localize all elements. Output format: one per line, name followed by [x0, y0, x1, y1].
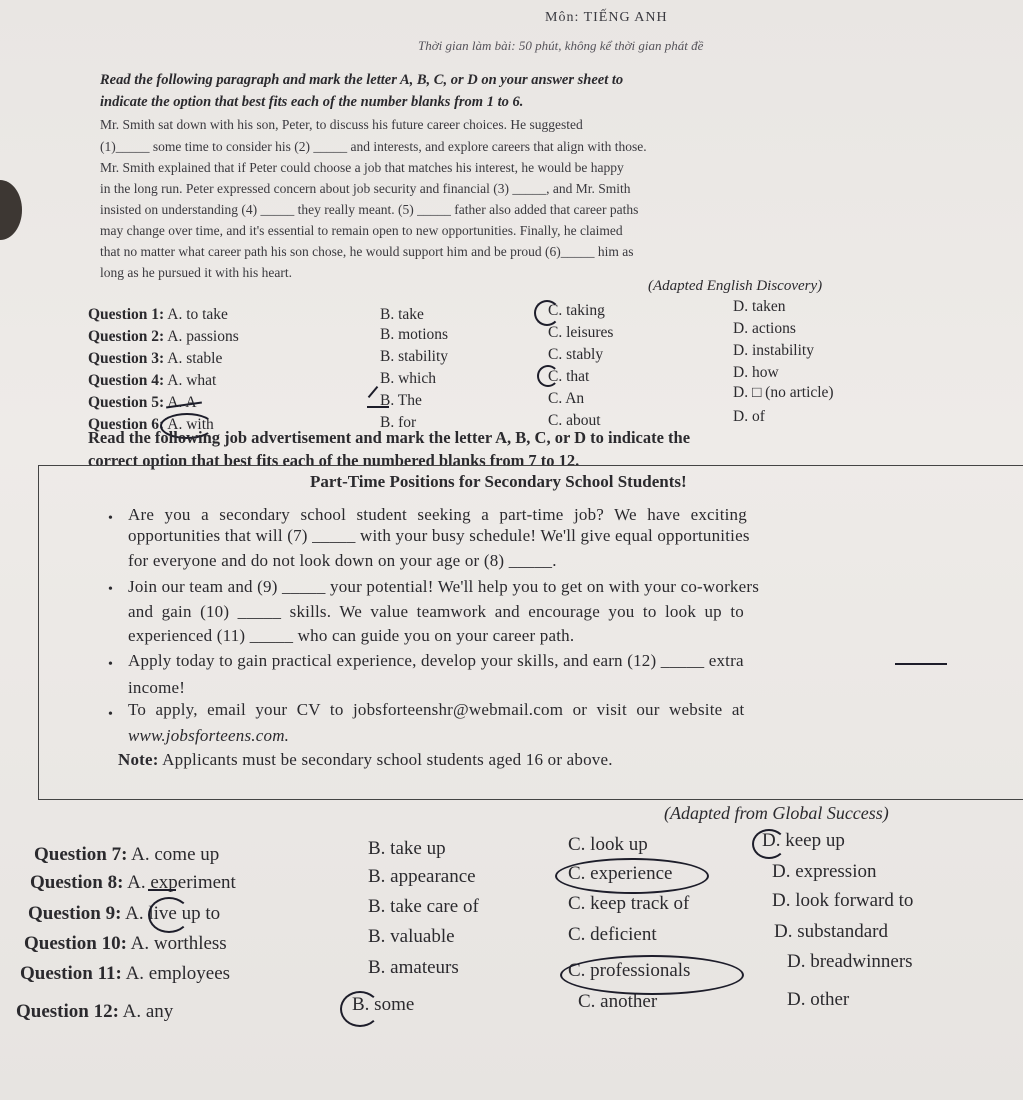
option-a[interactable]: A. come up — [131, 844, 220, 865]
question-label — [28, 903, 220, 925]
option-d[interactable]: D. breadwinners — [787, 951, 913, 972]
answer-circle-mark — [537, 365, 559, 387]
ad-line: To apply, email your CV to jobsforteenshr@webmail.com or visit our website at — [128, 700, 745, 719]
option-a[interactable]: A. experiment — [127, 872, 236, 893]
ad-line: experienced (11) _____ who can guide you on your career path. — [128, 626, 575, 645]
part2-instruction-line1: Read the following job advertisement and mark the letter A, B, C, or D to indicate the — [88, 428, 691, 447]
question-number: Question 6: — [88, 416, 165, 433]
option-c[interactable]: C. stably — [548, 346, 604, 363]
paragraph-line: Mr. Smith explained that if Peter could choose a job that matches his interest, he would be happy — [100, 160, 624, 175]
part1-instruction-line1: Read the following paragraph and mark the letter A, B, C, or D on your answer sheet to — [100, 72, 624, 88]
ad-line: Join our team and (9) _____ your potential! We'll help you to get on with your co-workers — [128, 577, 760, 596]
option-d[interactable]: D. other — [787, 989, 850, 1010]
option-c[interactable]: C. about — [548, 412, 601, 429]
option-a[interactable]: A. employees — [125, 963, 231, 984]
part2-instruction-line2: correct option that best fits each of the numbered blanks from 7 to 12. — [88, 451, 580, 470]
option-d[interactable]: D. expression — [772, 861, 877, 882]
bullet-icon: • — [108, 511, 113, 526]
option-a[interactable]: A. passions — [167, 328, 239, 345]
time-note: Thời gian làm bài: 50 phút, không kể thời gian phát đề — [418, 38, 704, 53]
question-number: Question 11: — [20, 963, 122, 984]
answer-circle-mark — [752, 829, 786, 859]
answer-circle-mark — [534, 300, 560, 326]
subject-header: Môn: TIẾNG ANH — [545, 10, 668, 25]
question-number: Question 9: — [28, 903, 122, 924]
question-number: Question 2: — [88, 328, 165, 345]
answer-circle-mark — [148, 897, 190, 933]
option-b[interactable]: B. take care of — [368, 896, 479, 917]
option-a[interactable]: A. what — [167, 372, 217, 389]
option-c[interactable]: C. experience — [568, 863, 673, 884]
option-d[interactable]: D. how — [733, 364, 779, 381]
question-label — [88, 328, 239, 346]
paragraph-line: in the long run. Peter expressed concern about job security and financial (3) _____, and Mr. Smith — [100, 181, 631, 196]
question-number: Question 3: — [88, 350, 165, 367]
option-c[interactable]: C. professionals — [568, 960, 691, 981]
answer-underline-mark — [367, 406, 389, 408]
paragraph-line: (1)_____ some time to consider his (2) _____ and interests, and explore careers that align with those. — [100, 139, 647, 154]
option-b[interactable]: B. The — [380, 392, 422, 409]
note-label: Note: — [118, 750, 159, 769]
paragraph-line: that no matter what career path his son chose, he would support him and be proud (6)_____ him as — [100, 244, 634, 259]
option-a[interactable]: A. worthless — [130, 933, 227, 954]
option-c[interactable]: C. An — [548, 390, 585, 407]
question-number: Question 5: — [88, 394, 165, 411]
option-c[interactable]: C. taking — [548, 302, 605, 319]
option-c[interactable]: C. look up — [568, 834, 648, 855]
question-label — [34, 844, 219, 866]
option-d[interactable]: D. look forward to — [772, 890, 914, 911]
option-c[interactable]: C. another — [578, 991, 658, 1012]
bullet-icon: • — [108, 707, 113, 722]
option-b[interactable]: B. for — [380, 414, 417, 431]
question-label — [16, 1001, 173, 1023]
option-d[interactable]: D. □ (no article) — [733, 384, 834, 401]
option-b[interactable]: B. some — [352, 994, 415, 1015]
question-label — [30, 872, 236, 894]
option-a[interactable]: A. A — [167, 394, 197, 411]
option-d[interactable]: D. of — [733, 408, 765, 425]
question-label — [88, 394, 197, 412]
part1-source: (Adapted English Discovery) — [648, 278, 823, 294]
answer-circle-mark — [560, 955, 744, 995]
ad-line: opportunities that will (7) _____ with your busy schedule! We'll give equal opportunities — [128, 526, 750, 545]
question-label — [24, 933, 227, 955]
question-number: Question 7: — [34, 844, 128, 865]
ad-line: Apply today to gain practical experience, develop your skills, and earn (12) _____ extra — [128, 651, 744, 670]
option-b[interactable]: B. take — [380, 306, 424, 323]
option-a[interactable]: A. to take — [167, 306, 228, 323]
ad-line: for everyone and do not look down on your age or (8) _____. — [128, 551, 557, 570]
option-d[interactable]: D. taken — [733, 298, 786, 315]
part2-source: (Adapted from Global Success) — [664, 803, 889, 823]
option-c[interactable]: C. leisures — [548, 324, 614, 341]
question-number: Question 4: — [88, 372, 165, 389]
bullet-icon: • — [108, 657, 113, 672]
ad-line: and gain (10) _____ skills. We value teamwork and encourage you to look up to — [128, 602, 744, 621]
question-number: Question 10: — [24, 933, 127, 954]
option-a[interactable]: A. stable — [167, 350, 223, 367]
answer-underline-mark — [895, 663, 947, 665]
paragraph-line: may change over time, and it's essential to remain open to new opportunities. Finally, he claimed — [100, 223, 623, 238]
question-label — [88, 372, 216, 390]
option-d[interactable]: D. instability — [733, 342, 814, 359]
option-b[interactable]: B. take up — [368, 838, 446, 859]
question-label — [20, 963, 230, 985]
question-number: Question 8: — [30, 872, 124, 893]
option-a[interactable]: A. with — [167, 416, 214, 433]
bullet-icon: • — [108, 582, 113, 597]
answer-circle-mark — [340, 991, 380, 1027]
option-a[interactable]: A. any — [122, 1001, 174, 1022]
option-b[interactable]: B. appearance — [368, 866, 476, 887]
option-d[interactable]: D. substandard — [774, 921, 888, 942]
note-text: Applicants must be secondary school students aged 16 or above. — [158, 750, 613, 769]
option-b[interactable]: B. motions — [380, 326, 449, 343]
paragraph-line: Mr. Smith sat down with his son, Peter, to discuss his future career choices. He suggested — [100, 117, 583, 132]
ad-line: income! — [128, 678, 186, 697]
answer-circle-mark — [555, 858, 709, 894]
option-a[interactable]: A. live up to — [125, 903, 221, 924]
ad-note — [118, 750, 613, 770]
option-b[interactable]: B. stability — [380, 348, 449, 365]
part1-instruction-line2: indicate the option that best fits each of the number blanks from 1 to 6. — [100, 94, 524, 110]
option-b[interactable]: B. valuable — [368, 926, 455, 947]
ad-title: Part-Time Positions for Secondary School Students! — [310, 472, 687, 491]
option-c[interactable]: C. keep track of — [568, 893, 690, 914]
option-c[interactable]: C. deficient — [568, 924, 657, 945]
question-label — [88, 306, 228, 324]
option-b[interactable]: B. which — [380, 370, 436, 387]
paragraph-line: insisted on understanding (4) _____ they really meant. (5) _____ father also added that career paths — [100, 202, 639, 217]
ad-line: Are you a secondary school student seeking a part-time job? We have exciting — [128, 505, 747, 524]
paragraph-line: long as he pursued it with his heart. — [100, 265, 292, 280]
option-c[interactable]: C. that — [548, 368, 590, 385]
ad-line: www.jobsforteens.com. — [128, 726, 290, 745]
option-d[interactable]: D. actions — [733, 320, 796, 337]
option-b[interactable]: B. amateurs — [368, 957, 459, 978]
question-number: Question 12: — [16, 1001, 119, 1022]
answer-underline-mark — [148, 889, 176, 891]
question-label — [88, 350, 222, 368]
option-d[interactable]: D. keep up — [762, 830, 845, 851]
question-number: Question 1: — [88, 306, 165, 323]
